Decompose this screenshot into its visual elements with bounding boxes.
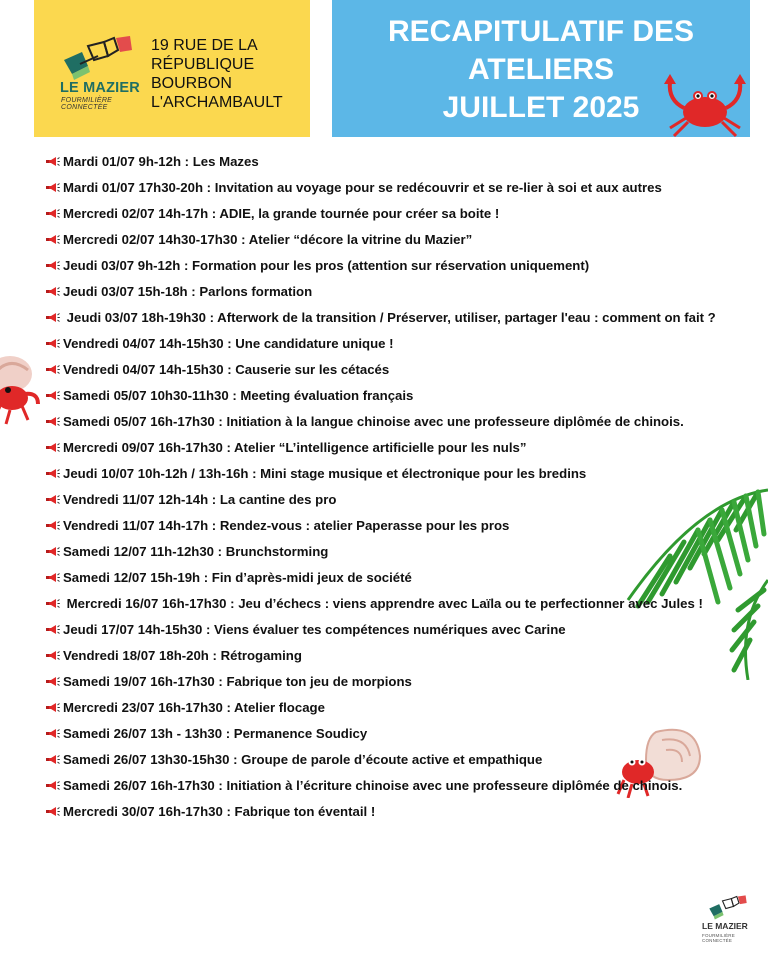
schedule-item <box>45 695 731 721</box>
schedule-item-text: Vendredi 11/07 12h-14h : La cantine des pro <box>63 492 337 507</box>
megaphone-icon <box>45 774 60 785</box>
schedule-item <box>45 435 731 461</box>
megaphone-icon <box>45 644 60 655</box>
schedule-item <box>45 773 731 799</box>
schedule-item <box>45 201 731 227</box>
crab-icon <box>660 70 750 140</box>
schedule-item-text: Mercredi 30/07 16h-17h30 : Fabrique ton éventail ! <box>63 804 376 819</box>
logo-tagline: FOURMILIÈRE CONNECTÉE <box>61 97 113 111</box>
schedule-item <box>45 253 731 279</box>
schedule-item-text: Mardi 01/07 17h30-20h : Invitation au voyage pour se redécouvrir et se re-lier à soi et aux autres <box>63 180 662 195</box>
megaphone-icon <box>45 306 60 317</box>
schedule-item-text: Jeudi 03/07 9h-12h : Formation pour les pros (attention sur réservation uniquement) <box>63 258 590 273</box>
schedule-item-text: Mercredi 02/07 14h30-17h30 : Atelier “décore la vitrine du Mazier” <box>63 232 473 247</box>
megaphone-icon <box>45 800 60 811</box>
megaphone-icon <box>45 592 60 603</box>
schedule-item-text: Vendredi 11/07 14h-17h : Rendez-vous : atelier Paperasse pour les pros <box>63 518 510 533</box>
schedule-item-text: Samedi 12/07 11h-12h30 : Brunchstorming <box>63 544 329 559</box>
mazier-logo-icon <box>58 36 138 82</box>
address-line: BOURBON <box>151 75 232 92</box>
schedule-item-text: Vendredi 04/07 14h-15h30 : Causerie sur les cétacés <box>63 362 390 377</box>
schedule-item <box>45 487 731 513</box>
schedule-item-text: Vendredi 04/07 14h-15h30 : Une candidature unique ! <box>63 336 394 351</box>
megaphone-icon <box>45 436 60 447</box>
megaphone-icon <box>45 280 60 291</box>
megaphone-icon <box>45 228 60 239</box>
title-line: RECAPITULATIF DES <box>387 15 695 48</box>
megaphone-icon <box>45 566 60 577</box>
schedule-item-text: Mardi 01/07 9h-12h : Les Mazes <box>63 154 259 169</box>
footer-logo-tagline: FOURMILIÈRE CONNECTÉE <box>702 933 735 943</box>
address-panel <box>34 0 310 137</box>
megaphone-icon <box>45 332 60 343</box>
schedule-item-text: Samedi 26/07 13h - 13h30 : Permanence Soudicy <box>63 726 368 741</box>
schedule-item-text: Jeudi 03/07 18h-19h30 : Afterwork de la transition / Préserver, utiliser, partager l'eau : comment on fait ? <box>63 310 716 325</box>
footer-logo-name: LE MAZIER <box>702 921 748 931</box>
schedule-item-text: Samedi 26/07 16h-17h30 : Initiation à l’écriture chinoise avec une professeure diplômée de chinois. <box>63 778 683 793</box>
schedule-item <box>45 565 731 591</box>
schedule-item-text: Mercredi 09/07 16h-17h30 : Atelier “L’intelligence artificielle pour les nuls” <box>63 440 527 455</box>
schedule-item-text: Samedi 26/07 13h30-15h30 : Groupe de parole d’écoute active et empathique <box>63 752 543 767</box>
schedule-item <box>45 747 731 773</box>
schedule-item-text: Vendredi 18/07 18h-20h : Rétrogaming <box>63 648 302 663</box>
schedule-item <box>45 409 731 435</box>
schedule-item-text: Mercredi 23/07 16h-17h30 : Atelier flocage <box>63 700 325 715</box>
workshop-schedule <box>45 149 731 825</box>
schedule-item <box>45 721 731 747</box>
megaphone-icon <box>45 514 60 525</box>
schedule-item-text: Samedi 19/07 16h-17h30 : Fabrique ton jeu de morpions <box>63 674 412 689</box>
megaphone-icon <box>45 202 60 213</box>
schedule-item <box>45 279 731 305</box>
megaphone-icon <box>45 150 60 161</box>
title-line: ATELIERS <box>467 53 615 86</box>
schedule-item-text: Jeudi 17/07 14h-15h30 : Viens évaluer tes compétences numériques avec Carine <box>63 622 566 637</box>
address-line: 19 RUE DE LA <box>151 37 258 54</box>
megaphone-icon <box>45 748 60 759</box>
megaphone-icon <box>45 670 60 681</box>
mazier-logo-icon <box>706 895 750 921</box>
schedule-item <box>45 149 731 175</box>
megaphone-icon <box>45 540 60 551</box>
megaphone-icon <box>45 488 60 499</box>
schedule-item <box>45 357 731 383</box>
schedule-item <box>45 643 731 669</box>
schedule-item <box>45 591 731 617</box>
address-line: L'ARCHAMBAULT <box>151 94 283 111</box>
schedule-item-text: Mercredi 16/07 16h-17h30 : Jeu d’échecs : viens apprendre avec Laïla ou te perfectionner avec Jules ! <box>63 596 703 611</box>
title-line: JUILLET 2025 <box>442 91 640 124</box>
schedule-item <box>45 617 731 643</box>
schedule-item-text: Samedi 05/07 10h30-11h30 : Meeting évaluation français <box>63 388 414 403</box>
schedule-item <box>45 669 731 695</box>
schedule-item <box>45 331 731 357</box>
address <box>151 36 307 112</box>
logo-name: LE MAZIER <box>60 80 140 96</box>
schedule-item-text: Samedi 05/07 16h-17h30 : Initiation à la langue chinoise avec une professeure diplômée de chinois. <box>63 414 684 429</box>
schedule-item <box>45 461 731 487</box>
megaphone-icon <box>45 358 60 369</box>
schedule-item <box>45 799 731 825</box>
megaphone-icon <box>45 176 60 187</box>
megaphone-icon <box>45 410 60 421</box>
schedule-item-text: Samedi 12/07 15h-19h : Fin d’après-midi jeux de société <box>63 570 412 585</box>
schedule-item-text: Jeudi 03/07 15h-18h : Parlons formation <box>63 284 313 299</box>
schedule-item <box>45 383 731 409</box>
schedule-item <box>45 227 731 253</box>
schedule-item <box>45 513 731 539</box>
schedule-item <box>45 175 731 201</box>
megaphone-icon <box>45 462 60 473</box>
megaphone-icon <box>45 696 60 707</box>
megaphone-icon <box>45 384 60 395</box>
schedule-item-text: Jeudi 10/07 10h-12h / 13h-16h : Mini stage musique et électronique pour les bredins <box>63 466 587 481</box>
megaphone-icon <box>45 722 60 733</box>
megaphone-icon <box>45 254 60 265</box>
address-line: RÉPUBLIQUE <box>151 56 255 73</box>
hermit-crab-icon <box>0 352 42 428</box>
schedule-item <box>45 305 731 331</box>
schedule-item-text: Mercredi 02/07 14h-17h : ADIE, la grande tournée pour créer sa boite ! <box>63 206 500 221</box>
megaphone-icon <box>45 618 60 629</box>
schedule-item <box>45 539 731 565</box>
